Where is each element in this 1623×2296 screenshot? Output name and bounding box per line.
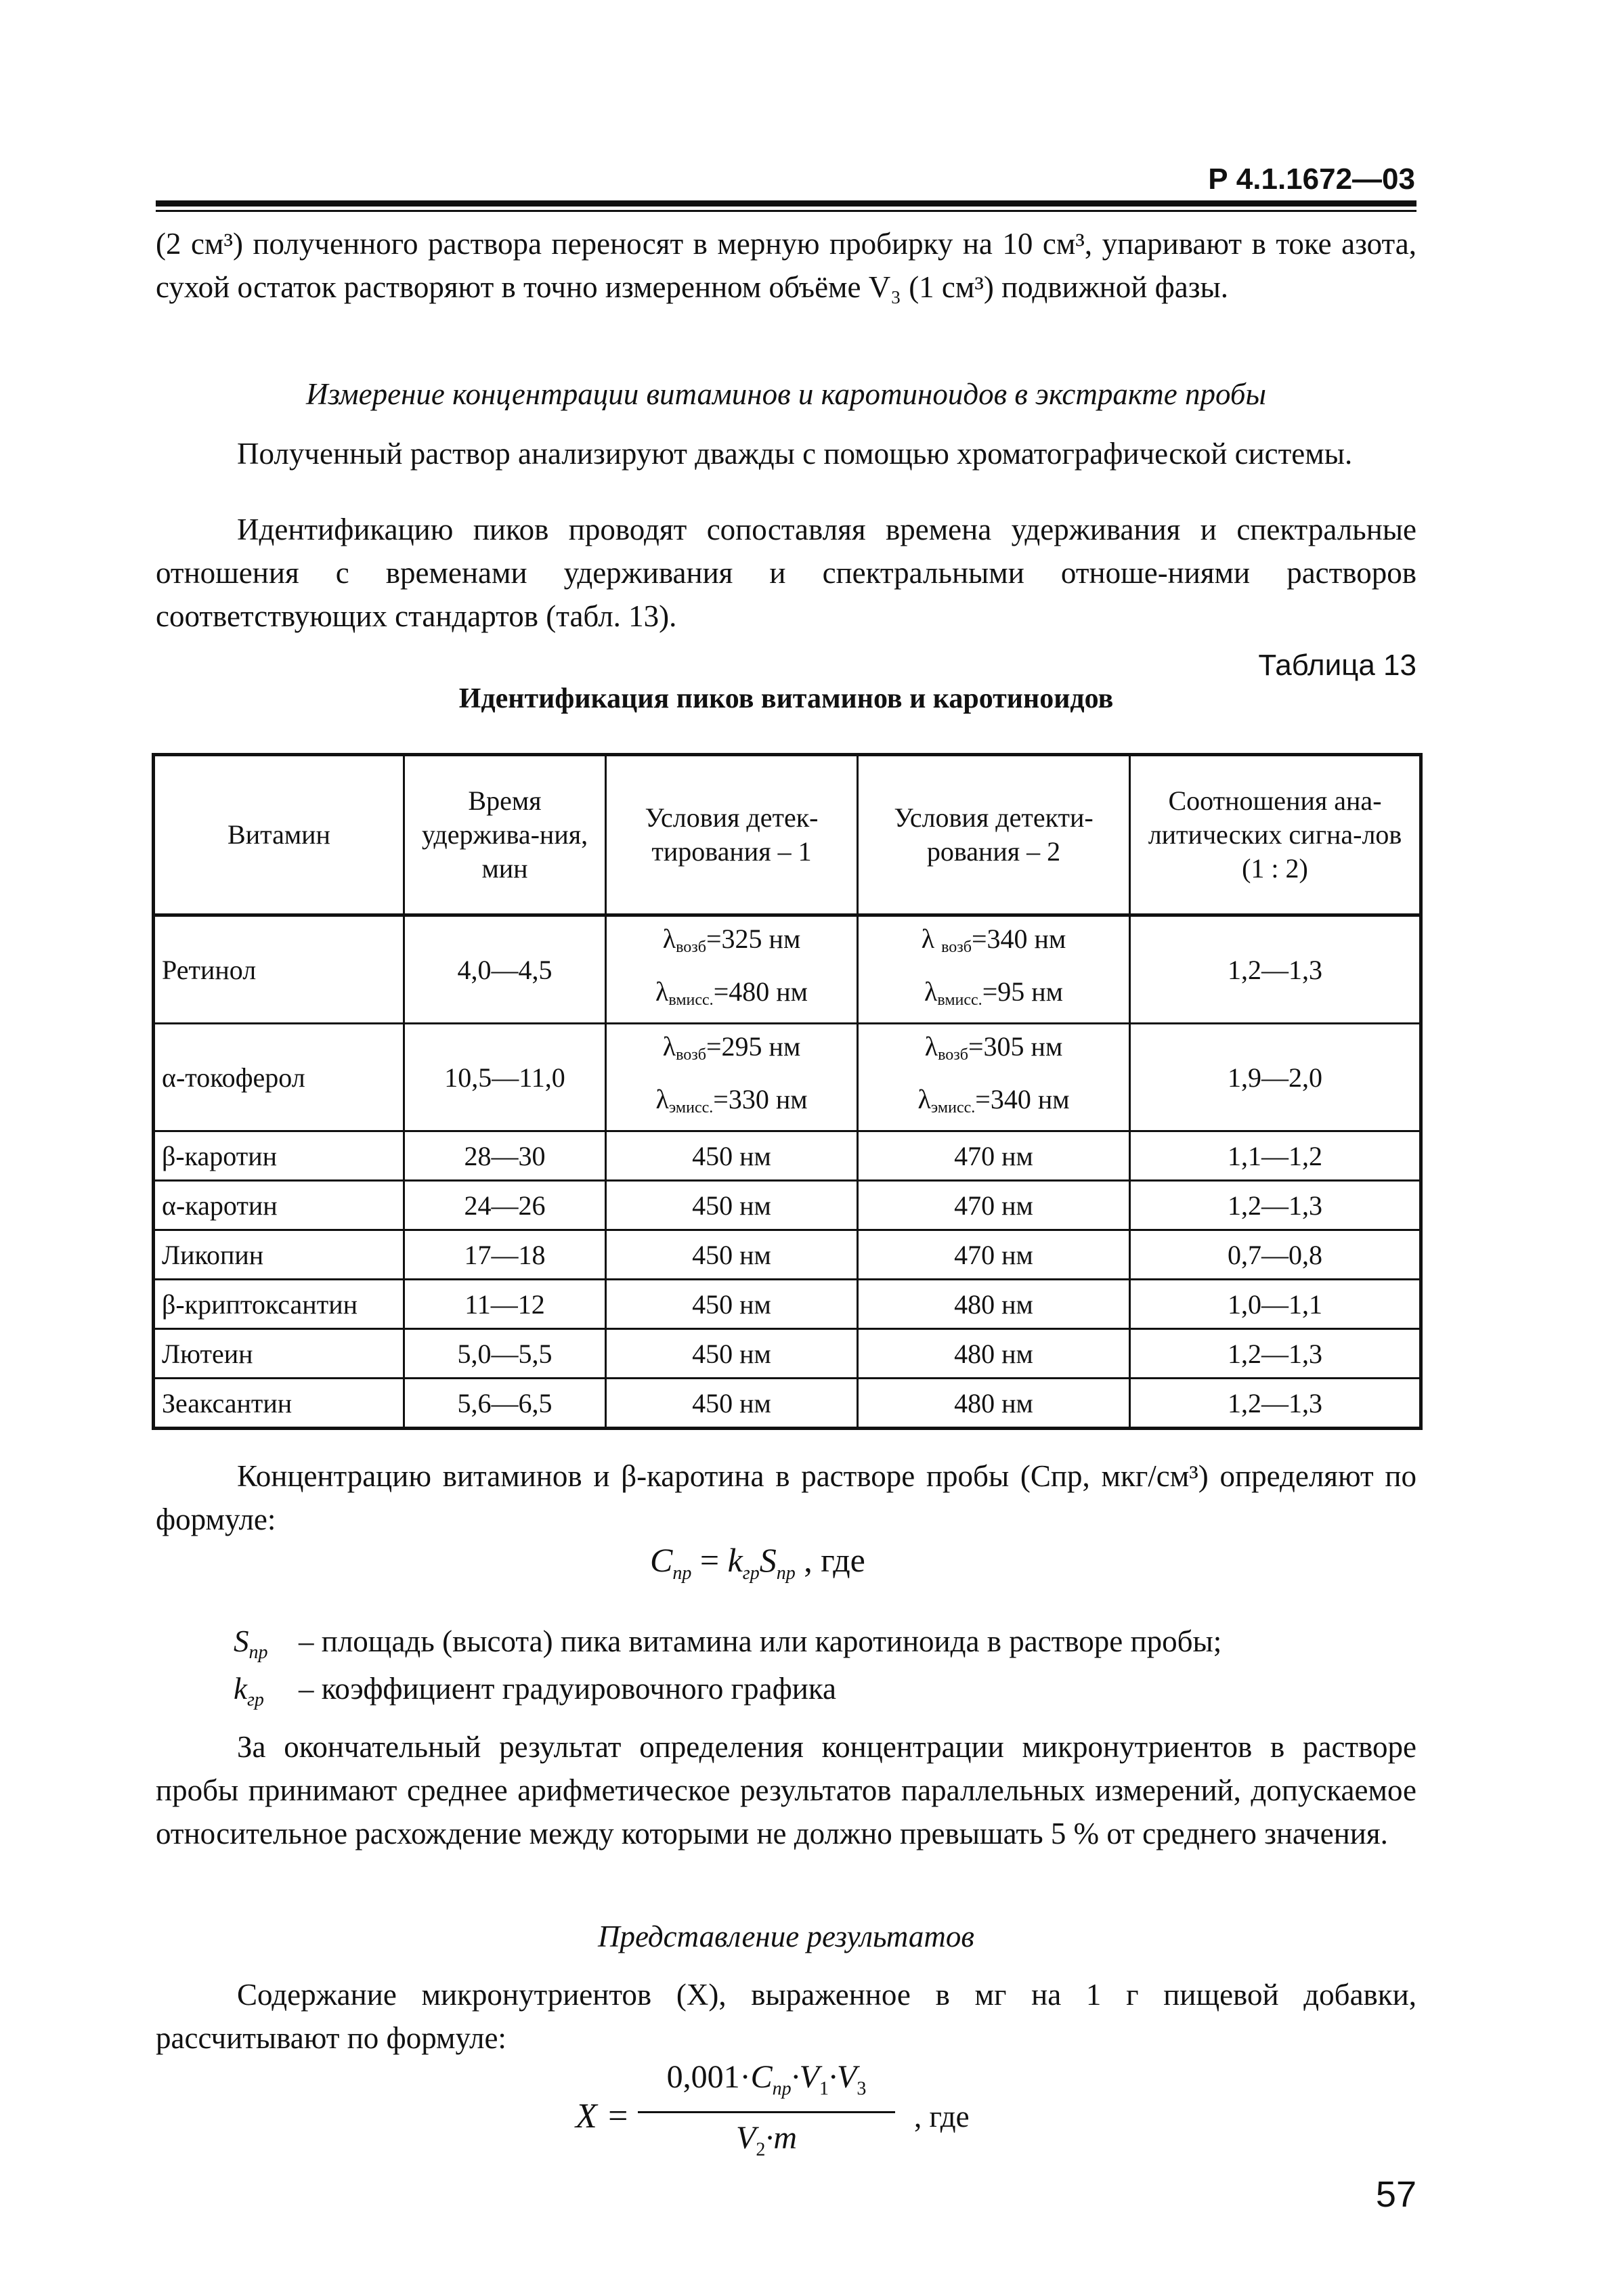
- definition-peak-area: $S_{пр}$ – площадь (высота) пика витамина или каротиноида в растворе пробы;: [234, 1624, 1222, 1663]
- cell-time: 5,6—6,5: [404, 1379, 606, 1429]
- cell-cond2: 470 нм: [858, 1181, 1130, 1230]
- formula-denominator: $V_2\cdot m$: [736, 2120, 797, 2161]
- cell-cond2: 480 нм: [858, 1329, 1130, 1379]
- header-rule: [156, 200, 1416, 207]
- cell-cond1: $\lambda_{возб}=325$ нм $\lambda_{вмисс.}=480$ нм: [606, 915, 858, 1024]
- cell-name: Ретинол: [154, 915, 404, 1024]
- paragraph-final-result: За окончательный результат определения концентрации микронутриентов в растворе пробы принимают среднее арифметическое результатов параллельных измерений, допускаемое относительное расхождение между которыми не должно превышать 5 % от среднего значения.: [156, 1730, 1416, 1850]
- cell-name: α-токоферол: [154, 1024, 404, 1131]
- formula-lhs: X =: [576, 2097, 630, 2136]
- cell-time: 10,5—11,0: [404, 1024, 606, 1131]
- cell-name: β-криптоксантин: [154, 1280, 404, 1329]
- cell-time: 4,0—4,5: [404, 915, 606, 1024]
- cell-ratio: 1,0—1,1: [1130, 1280, 1421, 1329]
- cell-name: Лютеин: [154, 1329, 404, 1379]
- cell-ratio: 1,9—2,0: [1130, 1024, 1421, 1131]
- table-row: [154, 1230, 1421, 1280]
- page-number: 57: [1375, 2174, 1416, 2215]
- table-row: [154, 1024, 1421, 1131]
- header-vitamin: Витамин: [154, 755, 404, 915]
- cell-cond1: $\lambda_{возб}=295$ нм $\lambda_{эмисс.}=330$ нм: [606, 1024, 858, 1131]
- cell-ratio: 0,7—0,8: [1130, 1230, 1421, 1280]
- fraction-bar: [638, 2111, 895, 2113]
- cell-cond1: 450 нм: [606, 1379, 858, 1429]
- paragraph-continuation: (2 см³) полученного раствора переносят в мерную пробирку на 10 см³, упаривают в токе азота, сухой остаток растворяют в точно измеренном объёме V₃ (1 см³) подвижной фазы.: [156, 227, 1416, 304]
- cell-name: β-каротин: [154, 1131, 404, 1181]
- cell-name: Зеаксантин: [154, 1379, 404, 1429]
- section-heading-measurement: Измерение концентрации витаминов и каротиноидов в экстракте пробы: [305, 377, 1267, 411]
- formula-where: , где: [914, 2100, 970, 2133]
- table-label: Таблица 13: [1258, 649, 1416, 682]
- table-row: [154, 1379, 1421, 1429]
- cell-time: 5,0—5,5: [404, 1329, 606, 1379]
- cell-cond1: 450 нм: [606, 1131, 858, 1181]
- cell-cond2: 480 нм: [858, 1280, 1130, 1329]
- paragraph-concentration: Концентрацию витаминов и β-каротина в растворе пробы (Cпр, мкг/см³) определяют по формуле:: [156, 1459, 1416, 1536]
- cell-cond1: 450 нм: [606, 1181, 858, 1230]
- cell-time: 17—18: [404, 1230, 606, 1280]
- table-row: [154, 1280, 1421, 1329]
- cell-ratio: 1,2—1,3: [1130, 1181, 1421, 1230]
- cell-cond1: 450 нм: [606, 1230, 858, 1280]
- cell-name: Ликопин: [154, 1230, 404, 1280]
- table-title: Идентификация пиков витаминов и каротиноидов: [458, 683, 1114, 714]
- header-detection-1: Условия детек-тирования – 1: [606, 755, 858, 915]
- cell-cond2: 470 нм: [858, 1131, 1130, 1181]
- paragraph-identification: Идентификацию пиков проводят сопоставляя времена удерживания и спектральные отношения с временами удерживания и спектральными отноше-ниями растворов соответствующих стандартов (табл. 13).: [156, 513, 1416, 633]
- cell-cond1: 450 нм: [606, 1280, 858, 1329]
- formula-concentration: $C_{пр} = k_{гр}S_{пр}$ , где: [650, 1541, 865, 1584]
- paragraph-content-formula: Содержание микронутриентов (X), выраженное в мг на 1 г пищевой добавки, рассчитывают по формуле:: [156, 1978, 1416, 2055]
- table-row: [154, 1181, 1421, 1230]
- cell-ratio: 1,2—1,3: [1130, 1329, 1421, 1379]
- cell-cond2: 470 нм: [858, 1230, 1130, 1280]
- cell-cond2: 480 нм: [858, 1379, 1130, 1429]
- section-heading-results: Представление результатов: [598, 1920, 974, 1953]
- cell-cond2: λ $_{возб}$=340 нм $\lambda_{вмисс.}=95$ нм: [858, 915, 1130, 1024]
- cell-ratio: 1,1—1,2: [1130, 1131, 1421, 1181]
- table-row: [154, 915, 1421, 1024]
- header-rule-thin: [156, 210, 1416, 212]
- definition-calibration-coefficient: $k_{гр}$ – коэффициент градуировочного графика: [234, 1672, 837, 1710]
- table-row: [154, 1329, 1421, 1379]
- cell-ratio: 1,2—1,3: [1130, 915, 1421, 1024]
- document-code: Р 4.1.1672—03: [1208, 163, 1415, 196]
- table-header-row: [154, 755, 1421, 915]
- table-row: [154, 1131, 1421, 1181]
- formula-numerator: $0,001\cdot C_{пр}\cdot V_1\cdot V_3$: [666, 2059, 867, 2100]
- cell-cond1: 450 нм: [606, 1329, 858, 1379]
- cell-name: α-каротин: [154, 1181, 404, 1230]
- cell-cond2: $\lambda_{возб}=305$ нм $\lambda_{эмисс.}=340$ нм: [858, 1024, 1130, 1131]
- header-detection-2: Условия детекти-рования – 2: [858, 755, 1130, 915]
- header-signal-ratio: Соотношения ана-литических сигна-лов (1 : 2): [1130, 755, 1421, 915]
- cell-time: 28—30: [404, 1131, 606, 1181]
- paragraph-analysis: Полученный раствор анализируют дважды с помощью хроматографической системы.: [237, 437, 1353, 471]
- cell-time: 24—26: [404, 1181, 606, 1230]
- cell-ratio: 1,2—1,3: [1130, 1379, 1421, 1429]
- identification-table: [152, 753, 1423, 1430]
- cell-time: 11—12: [404, 1280, 606, 1329]
- header-retention-time: Время удержива-ния, мин: [404, 755, 606, 915]
